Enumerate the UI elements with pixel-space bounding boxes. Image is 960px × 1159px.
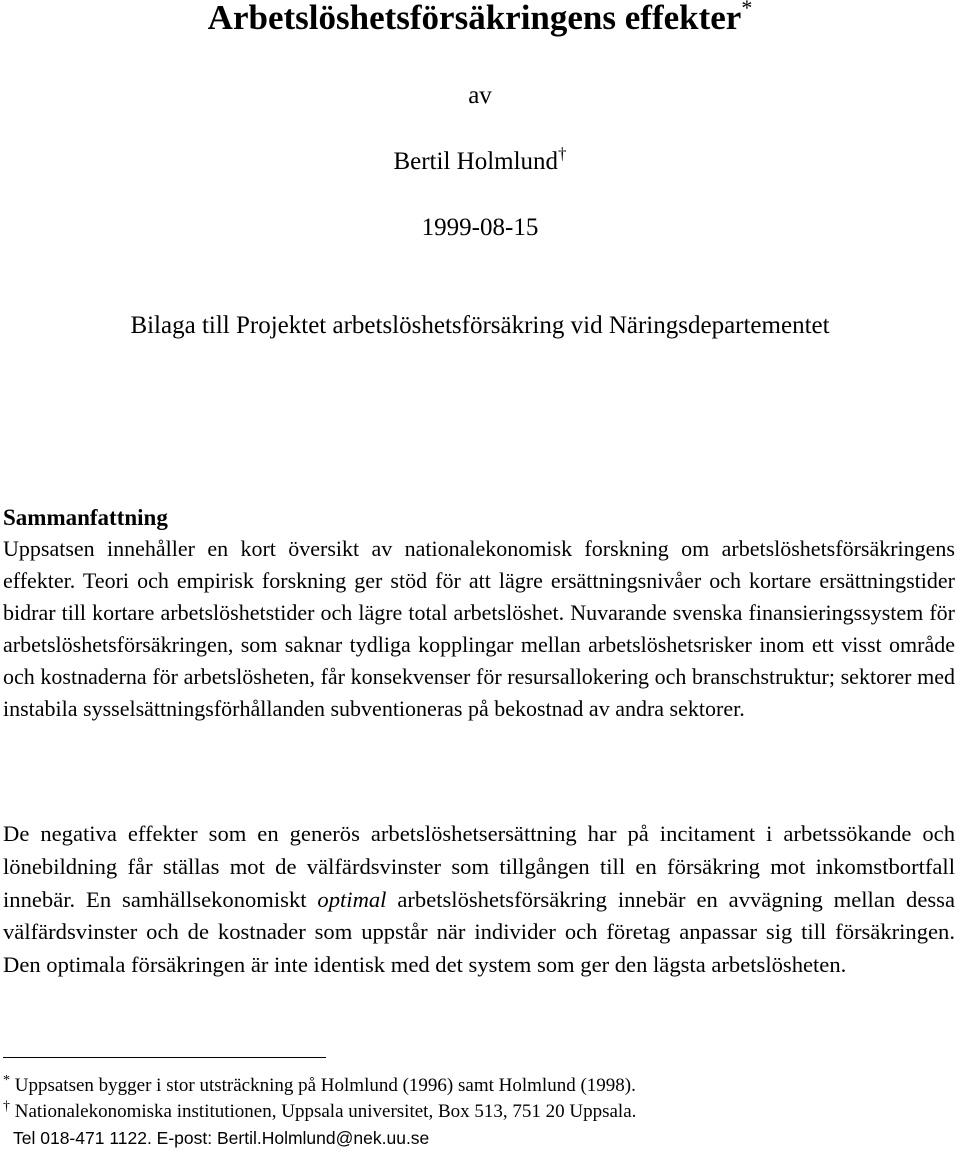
summary-section [3,502,955,725]
footnote-1-marker: * [3,1073,10,1088]
paragraph-text-start: De negativa effekter som en generös arbetslöshetsersättning har på incitament i arbetssökande och lönebildning får ställas mot de välfärdsvinster som tillgången till en försäkring mot inkomstbortfall innebär. En samhällsekonomiskt [3,821,955,912]
summary-body: Uppsatsen innehåller en kort översikt av nationalekonomisk forskning om arbetslöshetsförsäkringens effekter. Teori och empirisk forskning ger stöd för att lägre ersättningsnivåer och kortare ersättningstider bidrar till kortare arbetslöshetstider och lägre total arbetslöshet. Nuvarande svenska finansieringssystem för arbetslöshetsförsäkringen, som saknar tydliga kopplingar mellan arbetslöshetsrisker inom ett visst område och kostnaderna för arbetslösheten, får konsekvenser för resursallokering och branschstruktur; sektorer med instabila sysselsättningsförhållanden subventioneras på bekostnad av andra sektorer. [3,536,955,721]
appendix-note: Bilaga till Projektet arbetslöshetsförsäkring vid Näringsdepartementet [130,312,830,339]
title-text: Arbetslöshetsförsäkringens effekter [207,0,742,37]
footnotes-section [3,1073,943,1151]
footnote-1-text: Uppsatsen bygger i stor utsträckning på Holmlund (1996) samt Holmlund (1998). [10,1075,636,1096]
footnote-1 [3,1073,943,1099]
footnote-2-marker: † [3,1099,10,1114]
contact-info: Tel 018-471 1122. E-post: Bertil.Holmlund@nek.uu.se [13,1128,430,1148]
author-footnote-marker: † [558,144,567,163]
footnote-2-text: Nationalekonomiska institutionen, Uppsala universitet, Box 513, 751 20 Uppsala. [10,1101,637,1122]
summary-heading: Sammanfattning [3,505,168,530]
by-line: av [468,82,492,109]
document-title [0,0,960,40]
body-paragraph [3,818,955,982]
author-name [0,144,960,177]
paragraph-text-end: arbetslöshetsförsäkring innebär en avvägning mellan dessa välfärdsvinster och de kostnader som uppstår när individer och företag anpassar sig till försäkringen. Den optimala försäkringen är inte identisk med det system som ger den lägsta arbetslösheten. [3,886,955,978]
author-text: Bertil Holmlund [393,148,559,175]
title-footnote-marker: * [741,0,753,20]
footnote-2 [3,1099,943,1125]
italic-term: optimal [317,886,387,912]
document-date: 1999-08-15 [421,214,539,241]
footnote-divider [3,1057,326,1058]
